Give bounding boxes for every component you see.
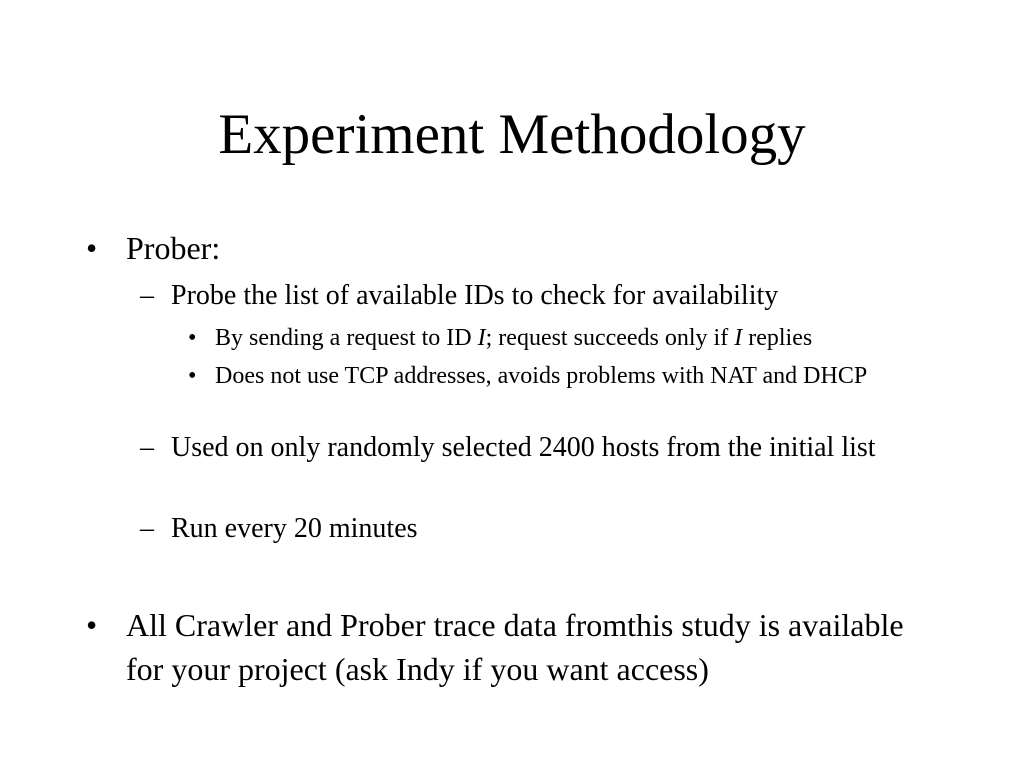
sub-sub-item-text: [215, 322, 988, 354]
dash-marker: –: [140, 432, 154, 463]
text-part: replies: [742, 325, 813, 351]
sub-item-text: Used on only randomly selected 2400 hosts from the initial list: [171, 432, 876, 463]
sub-item-run-interval: [140, 511, 900, 547]
bullet-trace-data: [86, 603, 926, 691]
slide-title: Experiment Methodology: [218, 103, 806, 166]
text-part: By sending a request to ID: [215, 325, 478, 351]
sub-sub-item-tcp: [188, 360, 908, 392]
sub-sub-item-sending-request: [188, 322, 988, 354]
sub-item-probe-list: [140, 278, 960, 314]
bullet-text: Prober:: [126, 230, 221, 266]
dash-marker: –: [140, 513, 154, 544]
dash-marker: –: [140, 280, 154, 311]
bullet-marker: •: [86, 230, 98, 266]
sub-item-random-hosts: [140, 430, 900, 466]
bullet-marker: •: [188, 325, 197, 351]
italic-id: I: [477, 325, 486, 351]
italic-id: I: [734, 325, 743, 351]
bullet-marker: •: [188, 363, 197, 389]
sub-sub-item-text: Does not use TCP addresses, avoids problems with NAT and DHCP: [215, 363, 868, 389]
sub-item-text: Run every 20 minutes: [171, 513, 418, 544]
bullet-text: All Crawler and Prober trace data fromthis study is available for your project (ask Indy if you want access): [126, 607, 904, 687]
bullet-marker: •: [86, 607, 98, 643]
bullet-prober: [86, 226, 946, 270]
sub-item-text: Probe the list of available IDs to check for availability: [171, 280, 779, 311]
text-part: ; request succeeds only if: [485, 325, 735, 351]
